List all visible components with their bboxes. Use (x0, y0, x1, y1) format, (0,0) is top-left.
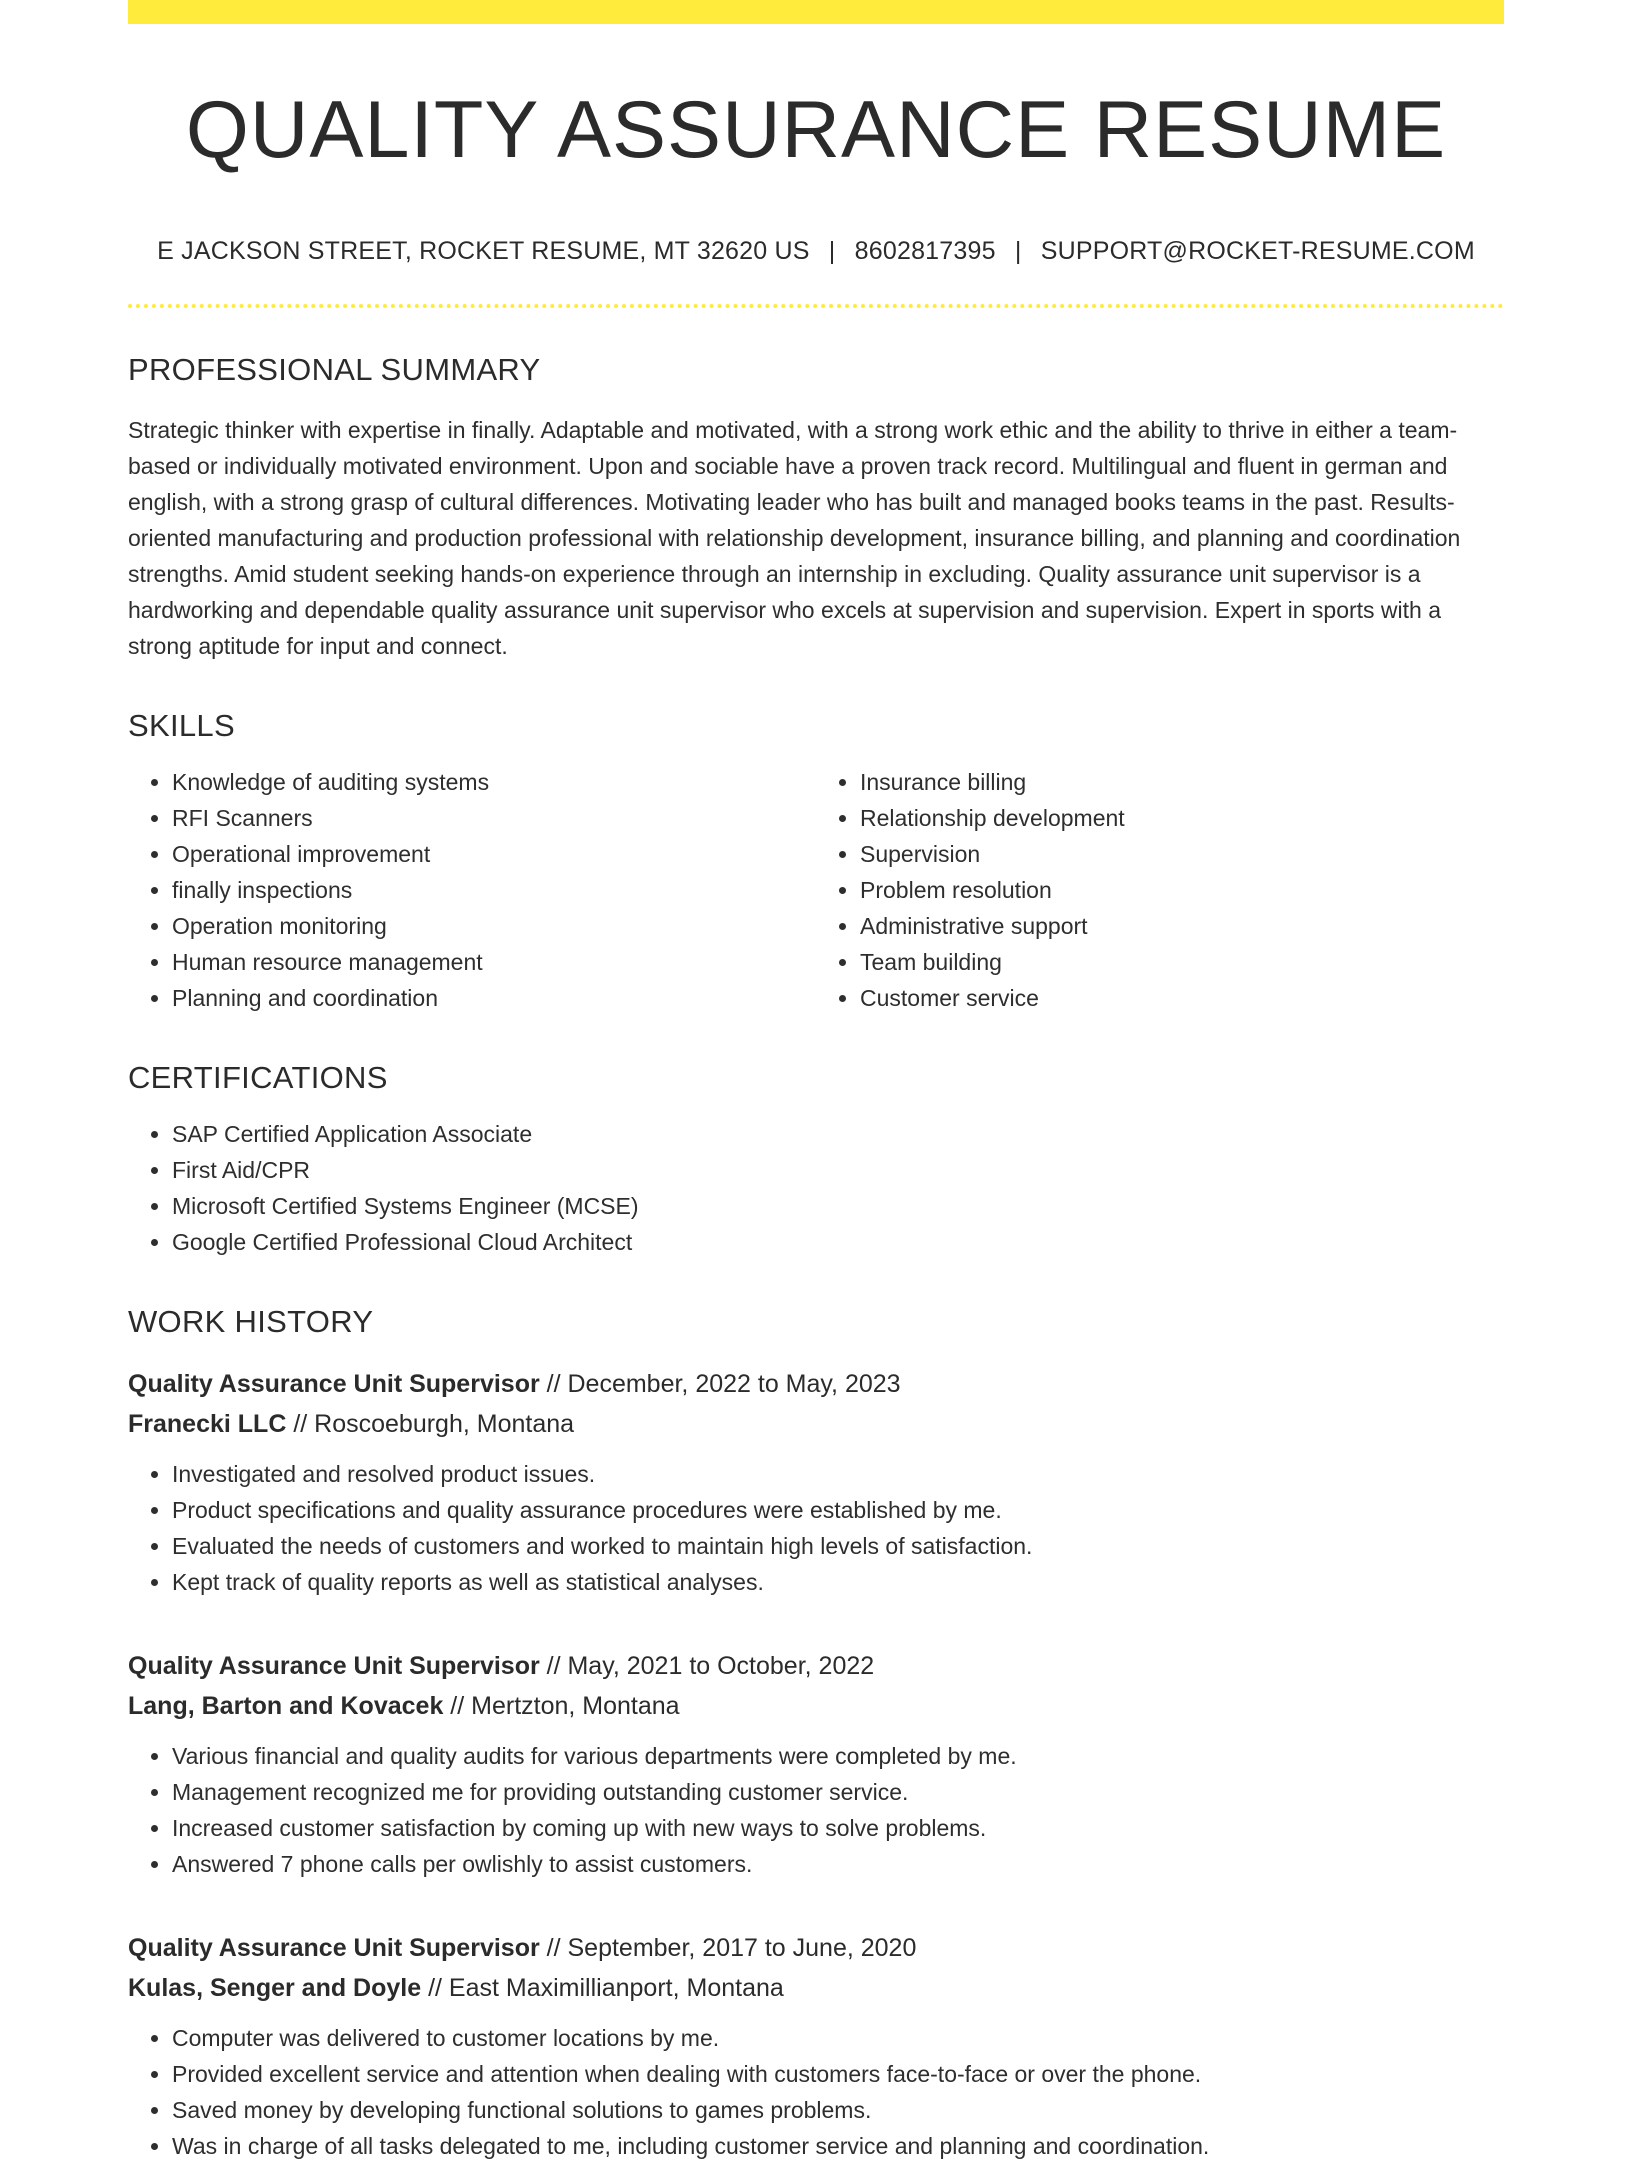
skill-item: • Relationship development (860, 800, 1504, 836)
summary-section (128, 352, 1504, 664)
job-duty: • Answered 7 phone calls per owlishly to assist customers. (172, 1846, 1504, 1882)
skill-item: • Problem resolution (860, 872, 1504, 908)
contact-line (128, 237, 1504, 266)
skill-item: • RFI Scanners (172, 800, 816, 836)
skill-item: • Team building (860, 944, 1504, 980)
summary-text: Strategic thinker with expertise in finally. Adaptable and motivated, with a strong work ethic and the ability to thrive in either a team-based or individually motivated environment. Upon and sociable have a proven track record. Multilingual and fluent in german and english, with a strong grasp of cultural differences. Motivating leader who has built and managed books teams in the past. Results-oriented manufacturing and production professional with relationship development, insurance billing, and planning and coordination strengths. Amid student seeking hands-on experience through an internship in excluding. Quality assurance unit supervisor is a hardworking and dependable quality assurance unit supervisor who excels at supervision and supervision. Expert in sports with a strong aptitude for input and connect. (128, 417, 1461, 660)
job-role: Quality Assurance Unit Supervisor (128, 1652, 540, 1681)
skill-item: • Customer service (860, 980, 1504, 1016)
job-dates: // December, 2022 to May, 2023 (539, 1370, 901, 1399)
certification-item: • First Aid/CPR (172, 1152, 1504, 1188)
summary-heading: PROFESSIONAL SUMMARY (128, 352, 541, 388)
job-entry (128, 1928, 1504, 2164)
job-location: // Mertzton, Montana (443, 1692, 680, 1721)
skill-item: • Operation monitoring (172, 908, 816, 944)
job-company-line (128, 1404, 1504, 1444)
skill-item: • finally inspections (172, 872, 816, 908)
skill-item: • Supervision (860, 836, 1504, 872)
certification-item: • SAP Certified Application Associate (172, 1116, 1504, 1152)
job-duties (128, 1456, 1504, 1600)
job-title-line (128, 1646, 1504, 1686)
job-duty: • Provided excellent service and attention when dealing with customers face-to-face or over the phone. (172, 2056, 1504, 2092)
job-title-line (128, 1364, 1504, 1404)
certification-item: • Google Certified Professional Cloud Architect (172, 1224, 1504, 1260)
contact-phone: 8602817395 (854, 237, 996, 266)
job-company: Franecki LLC (128, 1410, 287, 1439)
job-entry (128, 1646, 1504, 1882)
job-location: // Roscoeburgh, Montana (286, 1410, 575, 1439)
skills-heading: SKILLS (128, 708, 235, 744)
contact-separator: | (1014, 237, 1022, 266)
job-duty: • Increased customer satisfaction by coming up with new ways to solve problems. (172, 1810, 1504, 1846)
skill-item: • Planning and coordination (172, 980, 816, 1016)
job-entry (128, 1364, 1504, 1600)
skill-item: • Administrative support (860, 908, 1504, 944)
job-dates: // May, 2021 to October, 2022 (539, 1652, 875, 1681)
job-company-line (128, 1686, 1504, 1726)
skills-list-left (128, 764, 816, 1016)
skill-item: • Operational improvement (172, 836, 816, 872)
skills-columns (128, 764, 1504, 1016)
job-duty: • Saved money by developing functional solutions to games problems. (172, 2092, 1504, 2128)
certifications-heading: CERTIFICATIONS (128, 1060, 388, 1096)
job-duty: • Computer was delivered to customer locations by me. (172, 2020, 1504, 2056)
skill-item: • Human resource management (172, 944, 816, 980)
resume-page (128, 0, 1504, 2164)
resume-title: QUALITY ASSURANCE RESUME (185, 85, 1447, 175)
skills-section (128, 708, 1504, 1016)
job-duty: • Management recognized me for providing outstanding customer service. (172, 1774, 1504, 1810)
job-location: // East Maximillianport, Montana (421, 1974, 784, 2003)
job-title-line (128, 1928, 1504, 1968)
certifications-section (128, 1060, 1504, 1260)
job-duties (128, 2020, 1504, 2164)
job-role: Quality Assurance Unit Supervisor (128, 1370, 540, 1399)
job-company: Lang, Barton and Kovacek (128, 1692, 444, 1721)
work-history-heading: WORK HISTORY (128, 1304, 374, 1340)
job-duty: • Product specifications and quality assurance procedures were established by me. (172, 1492, 1504, 1528)
certifications-list (128, 1116, 1504, 1260)
job-duty: • Investigated and resolved product issues. (172, 1456, 1504, 1492)
job-dates: // September, 2017 to June, 2020 (539, 1934, 917, 1963)
job-duty: • Was in charge of all tasks delegated to me, including customer service and planning and coordination. (172, 2128, 1504, 2164)
skill-item: • Knowledge of auditing systems (172, 764, 816, 800)
job-duty: • Evaluated the needs of customers and worked to maintain high levels of satisfaction. (172, 1528, 1504, 1564)
job-role: Quality Assurance Unit Supervisor (128, 1934, 540, 1963)
job-company-line (128, 1968, 1504, 2008)
work-history-section (128, 1304, 1504, 2164)
job-duty: • Various financial and quality audits for various departments were completed by me. (172, 1738, 1504, 1774)
skills-list-right (816, 764, 1504, 1016)
accent-top-bar (128, 0, 1504, 24)
dotted-divider (128, 304, 1504, 308)
contact-email: SUPPORT@ROCKET-RESUME.COM (1040, 237, 1475, 266)
certification-item: • Microsoft Certified Systems Engineer (MCSE) (172, 1188, 1504, 1224)
job-company: Kulas, Senger and Doyle (128, 1974, 422, 2003)
contact-address: E JACKSON STREET, ROCKET RESUME, MT 32620 US (157, 237, 810, 266)
contact-separator: | (828, 237, 836, 266)
skill-item: • Insurance billing (860, 764, 1504, 800)
job-duties (128, 1738, 1504, 1882)
job-duty: • Kept track of quality reports as well as statistical analyses. (172, 1564, 1504, 1600)
